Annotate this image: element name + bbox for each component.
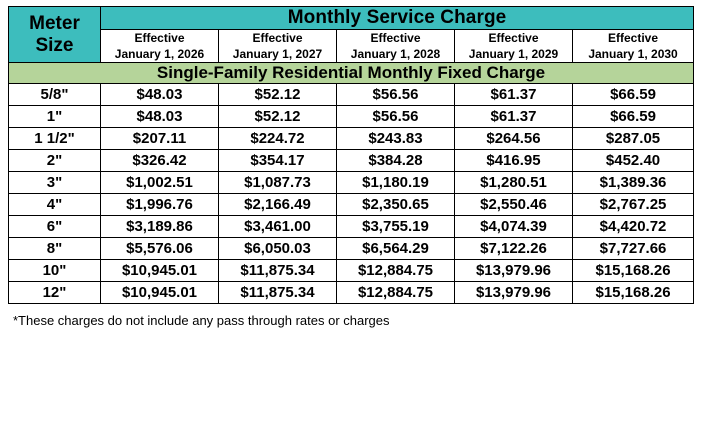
meter-size-cell: 1"	[9, 106, 101, 128]
effective-header-2026	[101, 30, 219, 63]
table-row	[9, 128, 694, 150]
rate-cell: $287.05	[573, 128, 694, 150]
rate-cell: $10,945.01	[101, 282, 219, 304]
section-label: Single-Family Residential Monthly Fixed Charge	[9, 63, 694, 84]
rate-cell: $3,755.19	[337, 216, 455, 238]
rate-cell: $1,002.51	[101, 172, 219, 194]
rate-cell: $224.72	[219, 128, 337, 150]
rate-cell: $6,564.29	[337, 238, 455, 260]
meter-size-cell: 2"	[9, 150, 101, 172]
effective-header-2027	[219, 30, 337, 63]
rate-cell: $4,074.39	[455, 216, 573, 238]
rate-cell: $264.56	[455, 128, 573, 150]
table-row	[9, 238, 694, 260]
rate-cell: $61.37	[455, 106, 573, 128]
rate-cell: $354.17	[219, 150, 337, 172]
rate-cell: $15,168.26	[573, 260, 694, 282]
rate-cell: $7,727.66	[573, 238, 694, 260]
rate-cell: $5,576.06	[101, 238, 219, 260]
meter-size-cell: 4"	[9, 194, 101, 216]
effective-date: January 1, 2030	[588, 47, 678, 62]
rate-cell: $11,875.34	[219, 282, 337, 304]
meter-size-header-line2: Size	[35, 34, 74, 56]
rate-cell: $2,350.65	[337, 194, 455, 216]
effective-date: January 1, 2027	[232, 47, 323, 62]
rate-cell: $48.03	[101, 84, 219, 106]
section-header-row	[9, 63, 694, 84]
rate-cell: $2,166.49	[219, 194, 337, 216]
effective-header-2030	[573, 30, 694, 63]
rate-cell: $12,884.75	[337, 260, 455, 282]
rate-cell: $1,389.36	[573, 172, 694, 194]
rate-cell: $15,168.26	[573, 282, 694, 304]
meter-size-cell: 10"	[9, 260, 101, 282]
rate-cell: $2,550.46	[455, 194, 573, 216]
rate-cell: $1,280.51	[455, 172, 573, 194]
rate-cell: $52.12	[219, 84, 337, 106]
rate-cell: $13,979.96	[455, 282, 573, 304]
effective-label: Effective	[370, 31, 421, 45]
rate-cell: $243.83	[337, 128, 455, 150]
meter-size-cell: 6"	[9, 216, 101, 238]
rate-cell: $6,050.03	[219, 238, 337, 260]
rate-cell: $11,875.34	[219, 260, 337, 282]
rate-cell: $2,767.25	[573, 194, 694, 216]
meter-size-cell: 1 1/2"	[9, 128, 101, 150]
rate-cell: $416.95	[455, 150, 573, 172]
table-row	[9, 150, 694, 172]
table-row	[9, 282, 694, 304]
effective-label: Effective	[608, 31, 659, 45]
rate-cell: $1,996.76	[101, 194, 219, 216]
table-header-row-effective	[9, 30, 694, 63]
rate-cell: $66.59	[573, 106, 694, 128]
rate-cell: $384.28	[337, 150, 455, 172]
table-row	[9, 216, 694, 238]
rate-cell: $3,189.86	[101, 216, 219, 238]
rate-cell: $1,180.19	[337, 172, 455, 194]
table-row	[9, 84, 694, 106]
monthly-service-charge-header: Monthly Service Charge	[101, 7, 694, 30]
effective-date: January 1, 2026	[114, 47, 205, 62]
rate-cell: $452.40	[573, 150, 694, 172]
meter-size-cell: 5/8"	[9, 84, 101, 106]
monthly-service-charge-table	[8, 6, 694, 304]
meter-size-header-line1: Meter	[29, 13, 80, 35]
rate-cell: $10,945.01	[101, 260, 219, 282]
table-row	[9, 106, 694, 128]
rate-cell: $66.59	[573, 84, 694, 106]
rate-cell: $56.56	[337, 106, 455, 128]
table-header-row-top	[9, 7, 694, 30]
effective-header-2028	[337, 30, 455, 63]
rate-cell: $207.11	[101, 128, 219, 150]
meter-size-cell: 12"	[9, 282, 101, 304]
rate-cell: $3,461.00	[219, 216, 337, 238]
meter-size-cell: 8"	[9, 238, 101, 260]
rate-cell: $56.56	[337, 84, 455, 106]
meter-size-cell: 3"	[9, 172, 101, 194]
rate-cell: $7,122.26	[455, 238, 573, 260]
rate-cell: $48.03	[101, 106, 219, 128]
effective-label: Effective	[252, 31, 303, 45]
effective-label: Effective	[488, 31, 539, 45]
table-row	[9, 194, 694, 216]
effective-date: January 1, 2029	[468, 47, 559, 62]
effective-label: Effective	[134, 31, 185, 45]
rate-cell: $4,420.72	[573, 216, 694, 238]
rate-cell: $1,087.73	[219, 172, 337, 194]
meter-size-header	[9, 7, 101, 63]
rate-cell: $13,979.96	[455, 260, 573, 282]
rate-cell: $326.42	[101, 150, 219, 172]
table-row	[9, 172, 694, 194]
rate-cell: $12,884.75	[337, 282, 455, 304]
rate-cell: $61.37	[455, 84, 573, 106]
footnote-text: *These charges do not include any pass through rates or charges	[13, 313, 390, 329]
effective-date: January 1, 2028	[350, 47, 441, 62]
effective-header-2029	[455, 30, 573, 63]
rate-cell: $52.12	[219, 106, 337, 128]
table-row	[9, 260, 694, 282]
